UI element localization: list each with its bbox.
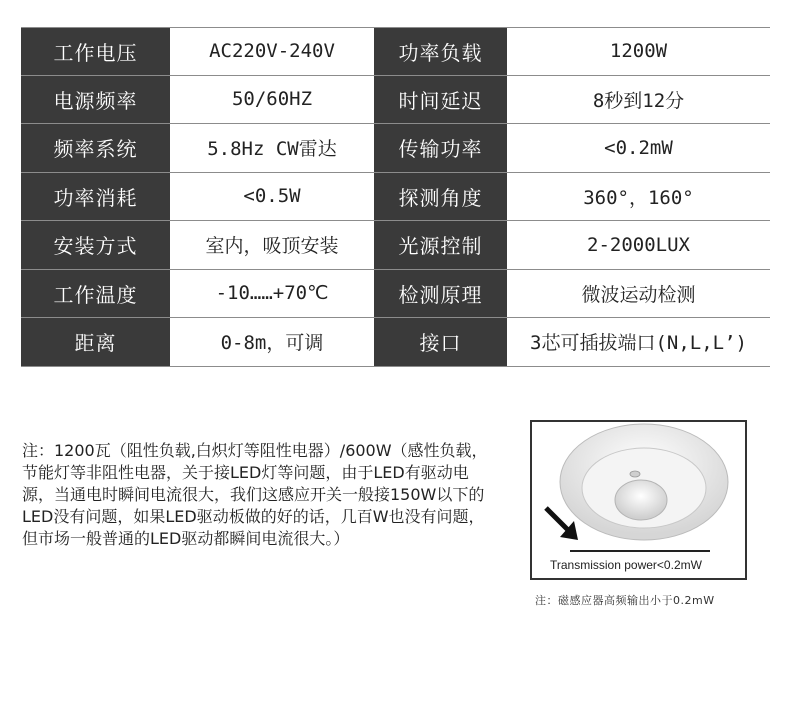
spec-value: 室内，吸顶安装	[170, 221, 374, 269]
spec-value: 50/60HZ	[170, 76, 374, 124]
spec-value: <0.2mW	[507, 124, 770, 172]
spec-label: 工作温度	[21, 270, 170, 318]
spec-value: 0-8m，可调	[170, 318, 374, 366]
spec-label: 接口	[374, 318, 507, 366]
note-paragraph: 注：1200瓦（阻性负载,白炽灯等阻性电器）/600W（感性负载，节能灯等非阻性电器，关于接LED灯等问题，由于LED有驱动电源，当通电时瞬间电流很大，我们这感应开关一般接150W以下的LED没有问题，如果LED驱动板做的好的话，几百W也没有问题，但市场一般普通的LED驱动都瞬间电流很大。）	[22, 441, 488, 548]
spec-row	[21, 27, 770, 76]
spec-label: 检测原理	[374, 270, 507, 318]
spec-label: 安装方式	[21, 221, 170, 269]
spec-value: 微波运动检测	[507, 270, 770, 318]
sensor-illustration	[532, 422, 745, 578]
spec-label: 频率系统	[21, 124, 170, 172]
spec-value: 1200W	[507, 28, 770, 75]
spec-value: 8秒到12分	[507, 76, 770, 124]
spec-table	[21, 27, 770, 367]
sensor-photo	[530, 420, 747, 580]
spec-label: 光源控制	[374, 221, 507, 269]
spec-row	[21, 173, 770, 222]
spec-row	[21, 124, 770, 173]
spec-label: 探测角度	[374, 173, 507, 221]
spec-label: 功率负载	[374, 28, 507, 75]
spec-row	[21, 221, 770, 270]
spec-label: 工作电压	[21, 28, 170, 75]
spec-row	[21, 270, 770, 319]
spec-label: 距离	[21, 318, 170, 366]
spec-row	[21, 76, 770, 125]
spec-label: 时间延迟	[374, 76, 507, 124]
photo-caption: 注：磁感应器高频输出小于0.2mW	[535, 594, 715, 607]
spec-label: 功率消耗	[21, 173, 170, 221]
photo-label: Transmission power<0.2mW	[550, 558, 702, 572]
spec-value: 2-2000LUX	[507, 221, 770, 269]
spec-value: 5.8Hz CW雷达	[170, 124, 374, 172]
spec-label: 传输功率	[374, 124, 507, 172]
spec-value: AC220V-240V	[170, 28, 374, 75]
spec-row	[21, 318, 770, 367]
spec-value: -10……+70℃	[170, 270, 374, 318]
spec-label: 电源频率	[21, 76, 170, 124]
spec-value: <0.5W	[170, 173, 374, 221]
spec-value: 3芯可插拔端口(N,L,L’)	[507, 318, 770, 366]
spec-value: 360°，160°	[507, 173, 770, 221]
